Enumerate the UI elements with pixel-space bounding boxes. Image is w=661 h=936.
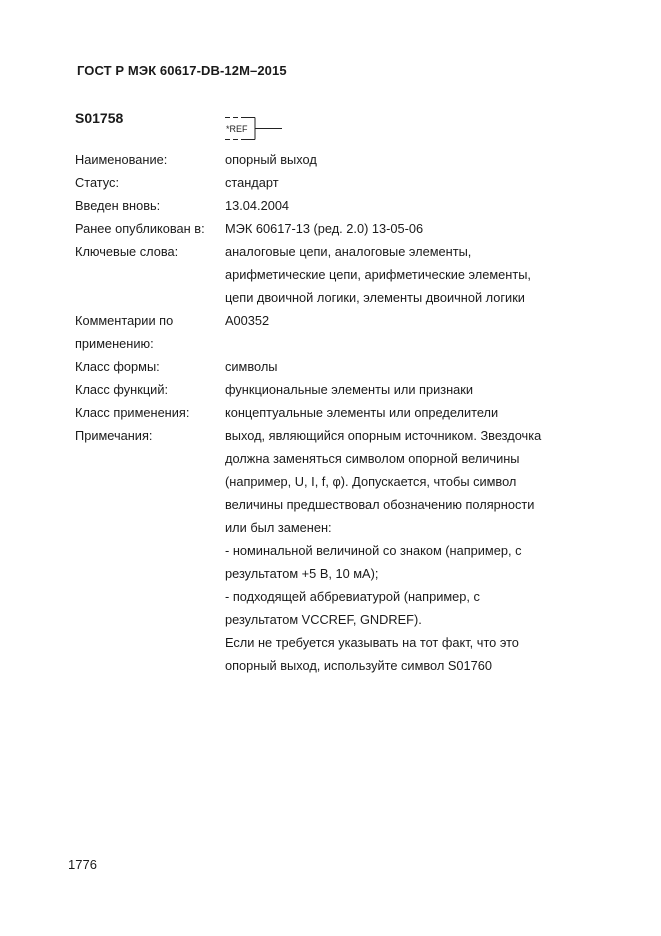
field-row — [75, 378, 635, 401]
field-label: Статус: — [75, 175, 120, 190]
field-label: Ключевые слова: — [75, 244, 179, 259]
field-value — [225, 171, 635, 194]
field-value-line: концептуальные элементы или определители — [225, 405, 499, 420]
field-label: Класс применения: — [75, 405, 190, 420]
field-value-line: цепи двоичной логики, элементы двоичной логики — [225, 290, 525, 305]
field-value-line: результатом VCCREF, GNDREF). — [225, 612, 422, 627]
field-value-line: стандарт — [225, 175, 279, 190]
field-value — [225, 424, 635, 677]
field-value-line: МЭК 60617-13 (ред. 2.0) 13-05-06 — [225, 221, 424, 236]
field-label: Примечания: — [75, 428, 153, 443]
field-value-line: символы — [225, 359, 278, 374]
field-value-line: или был заменен: — [225, 520, 332, 535]
field-label: Комментарии по применению: — [75, 313, 174, 351]
field-value-line: опорный выход — [225, 152, 317, 167]
field-value-line: Если не требуется указывать на тот факт, что это — [225, 635, 519, 650]
reference-output-symbol-icon — [224, 114, 294, 148]
field-value-line: аналоговые цепи, аналоговые элементы, — [225, 244, 472, 259]
field-value-line: арифметические цепи, арифметические элементы, — [225, 267, 531, 282]
field-label: Ранее опубликован в: — [75, 221, 205, 236]
field-value-line: величины предшествовал обозначению полярности — [225, 497, 535, 512]
field-row — [75, 309, 635, 355]
field-value — [225, 194, 635, 217]
field-value-line: 13.04.2004 — [225, 198, 290, 213]
field-value-line: функциональные элементы или признаки — [225, 382, 474, 397]
field-list — [75, 148, 635, 677]
field-row — [75, 355, 635, 378]
symbol-label: *REF — [226, 124, 248, 134]
field-value-line: выход, являющийся опорным источником. Звездочка — [225, 428, 542, 443]
field-label: Класс формы: — [75, 359, 160, 374]
field-value — [225, 309, 635, 355]
field-value-line: (например, U, I, f, φ). Допускается, чтобы символ — [225, 474, 517, 489]
field-value — [225, 148, 635, 171]
field-row — [75, 424, 635, 677]
symbol-code: S01758 — [75, 110, 124, 126]
field-row — [75, 217, 635, 240]
field-value-line: A00352 — [225, 313, 270, 328]
field-value-line: результатом +5 В, 10 мА); — [225, 566, 379, 581]
field-row — [75, 171, 635, 194]
field-label: Класс функций: — [75, 382, 169, 397]
field-value — [225, 240, 635, 309]
field-value — [225, 401, 635, 424]
field-label: Наименование: — [75, 152, 168, 167]
field-row — [75, 148, 635, 171]
field-row — [75, 401, 635, 424]
field-value-line: опорный выход, используйте символ S01760 — [225, 658, 492, 673]
field-value — [225, 378, 635, 401]
field-row — [75, 194, 635, 217]
field-row — [75, 240, 635, 309]
page-number: 1776 — [68, 857, 97, 872]
field-value-line: - подходящей аббревиатурой (например, с — [225, 589, 480, 604]
field-value — [225, 355, 635, 378]
field-label: Введен вновь: — [75, 198, 161, 213]
field-value-line: должна заменяться символом опорной величины — [225, 451, 520, 466]
field-value — [225, 217, 635, 240]
document-header: ГОСТ Р МЭК 60617-DB-12M–2015 — [77, 63, 287, 78]
field-value-line: - номинальной величиной со знаком (например, с — [225, 543, 522, 558]
